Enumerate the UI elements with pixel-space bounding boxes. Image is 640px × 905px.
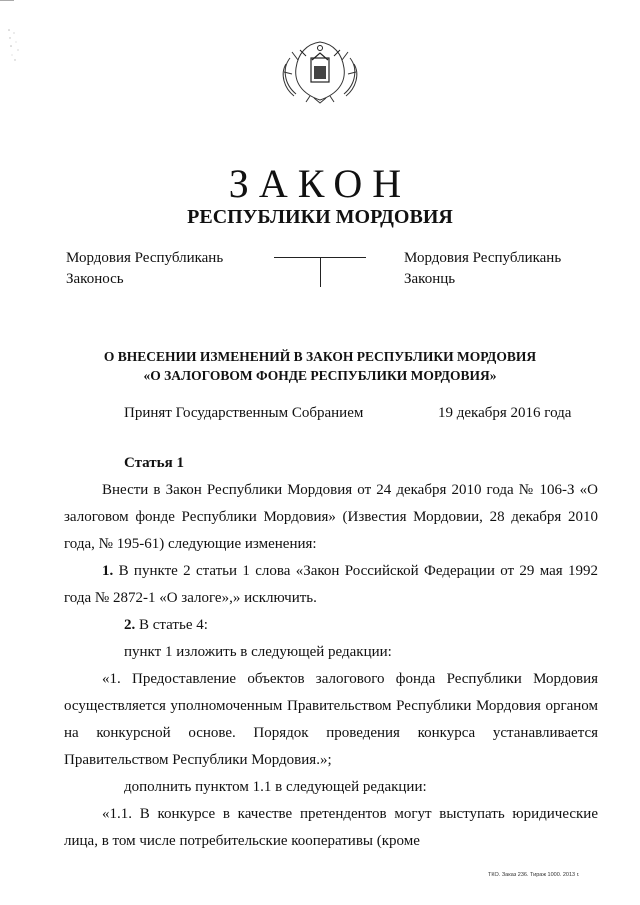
mordovia-coat-of-arms-emblem [276, 38, 364, 104]
item-2-text: В статье 4: [135, 617, 208, 633]
print-footer: ТКО. Заказ 236. Тираж 1000. 2013 г. [488, 872, 580, 878]
mordvin-heading-right [404, 248, 561, 290]
item-1-text: В пункте 2 статьи 1 слова «Закон Российской Федерации от 29 мая 1992 года № 2872-1 «О залоге»,» исключить. [64, 563, 598, 606]
adoption-statement: Принят Государственным Собранием [124, 405, 364, 421]
item-1-paragraph [64, 558, 598, 612]
document-subtitle: РЕСПУБЛИКИ МОРДОВИЯ [187, 206, 453, 228]
law-body [64, 450, 598, 855]
paragraph-replace-item-1: пункт 1 изложить в следующей редакции: [124, 644, 392, 660]
item-2-paragraph [86, 612, 598, 639]
paragraph-item-1-1: «1.1. В конкурсе в качестве претендентов могут выступать юридические лица, в том числе потребительские кооперативы (кроме [64, 806, 598, 849]
scan-edge-mark [0, 0, 14, 1]
paragraph-new-item-1: «1. Предоставление объектов залогового фонда Республики Мордовия осуществляется уполномоченным Правительством Республики Мордовия органом на конкурсной основе. Порядок проведения конкурса устанавливается Правительством Республики Мордовия.»; [64, 671, 598, 768]
mordvin-heading-left-line2: Законось [66, 271, 124, 287]
intro-paragraph: Внести в Закон Республики Мордовия от 24 декабря 2010 года № 106-З «О залоговом фонде Республики Мордовия» (Известия Мордовии, 28 декабря 2010 года, № 195-61) следующие изменения: [64, 482, 598, 552]
item-2-number: 2. [124, 617, 136, 633]
law-title [60, 347, 580, 385]
mordvin-heading-left [66, 248, 223, 290]
paragraph-add-item-1-1: дополнить пунктом 1.1 в следующей редакции: [124, 779, 427, 795]
scan-speckle-mark [6, 24, 24, 68]
adoption-date: 19 декабря 2016 года [438, 405, 572, 421]
mordvin-heading-right-line1: Мордовия Республикань [404, 250, 562, 266]
law-title-line1: О ВНЕСЕНИИ ИЗМЕНЕНИЙ В ЗАКОН РЕСПУБЛИКИ МОРДОВИЯ [103, 349, 537, 364]
mordvin-heading-left-line1: Мордовия Республикань [66, 250, 224, 266]
mordvin-heading-right-line2: Законць [404, 271, 456, 287]
law-title-line2: «О ЗАЛОГОВОМ ФОНДЕ РЕСПУБЛИКИ МОРДОВИЯ» [143, 368, 497, 383]
article-heading: Статья 1 [124, 455, 184, 471]
header-divider-vertical [320, 258, 321, 287]
item-1-number: 1. [102, 563, 114, 579]
document-title: ЗАКОН [228, 161, 412, 206]
